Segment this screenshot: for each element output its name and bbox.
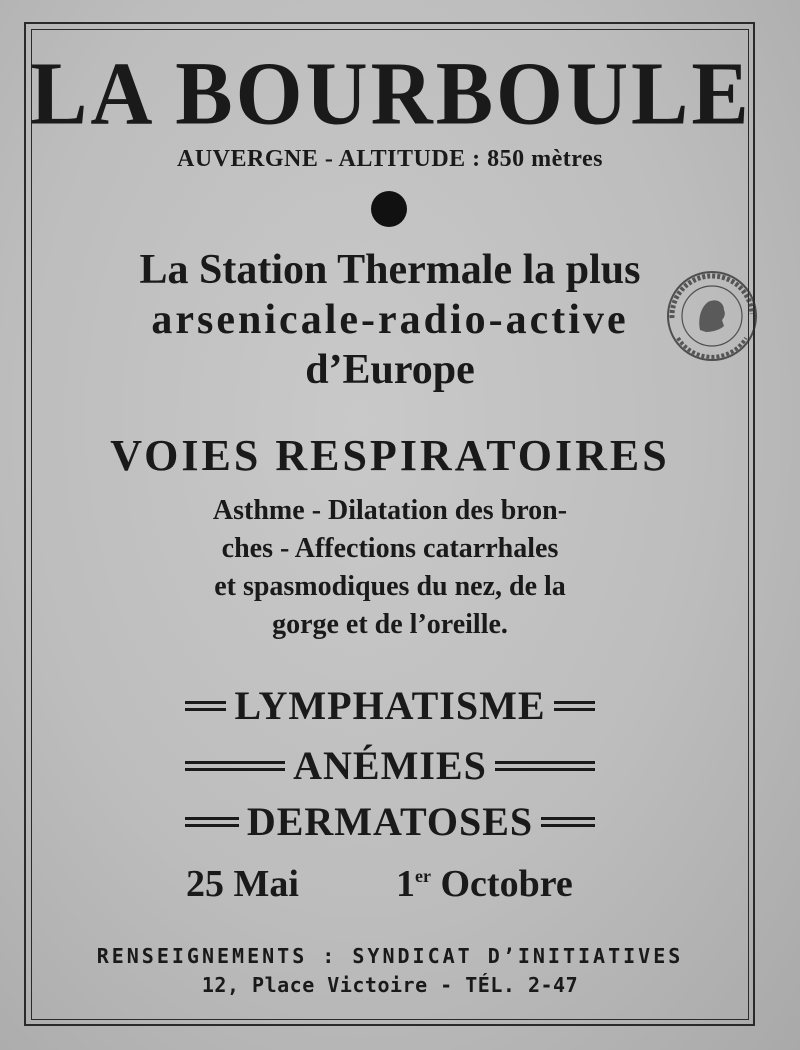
double-rule-left	[185, 817, 239, 827]
bullet-dot-icon	[371, 191, 407, 227]
advert-subtitle: AUVERGNE - ALTITUDE : 850 mètres	[176, 146, 603, 172]
end-month: Octobre	[440, 863, 573, 905]
body-line-2: ches - Affections catarrhales	[221, 533, 559, 564]
condition-label: ANÉMIES	[293, 743, 487, 788]
condition-dermatoses	[185, 799, 595, 844]
address-line: 12, Place Victoire - TÉL. 2-47	[201, 973, 579, 997]
information-line: RENSEIGNEMENTS : SYNDICAT D’INITIATIVES	[96, 944, 684, 968]
double-rule-right	[554, 701, 595, 711]
tagline-line-1: La Station Thermale la plus	[139, 247, 641, 293]
library-stamp-icon	[664, 268, 760, 364]
body-line-4: gorge et de l’oreille.	[272, 609, 508, 640]
double-rule-left	[185, 761, 285, 771]
condition-label: LYMPHATISME	[234, 683, 546, 728]
condition-lymphatisme	[185, 683, 595, 728]
tagline	[30, 245, 750, 395]
double-rule-right	[541, 817, 595, 827]
tagline-line-2: arsenicale-radio-active	[151, 297, 629, 343]
double-rule-right	[495, 761, 595, 771]
body-line-1: Asthme - Dilatation des bron-	[212, 495, 568, 526]
end-day: 1	[396, 863, 415, 905]
condition-anemies	[185, 743, 595, 788]
double-rule-left	[185, 701, 226, 711]
tagline-line-3: d’Europe	[305, 347, 475, 393]
season-end-date	[396, 862, 573, 906]
body-line-3: et spasmodiques du nez, de la	[214, 571, 566, 602]
advert-title: LA BOURBOULE	[30, 42, 752, 144]
end-day-suffix: er	[415, 866, 431, 886]
season-start-date: 25 Mai	[186, 863, 299, 905]
section-heading: VOIES RESPIRATOIRES	[110, 431, 670, 480]
condition-label: DERMATOSES	[246, 799, 534, 844]
section-body	[30, 492, 750, 644]
